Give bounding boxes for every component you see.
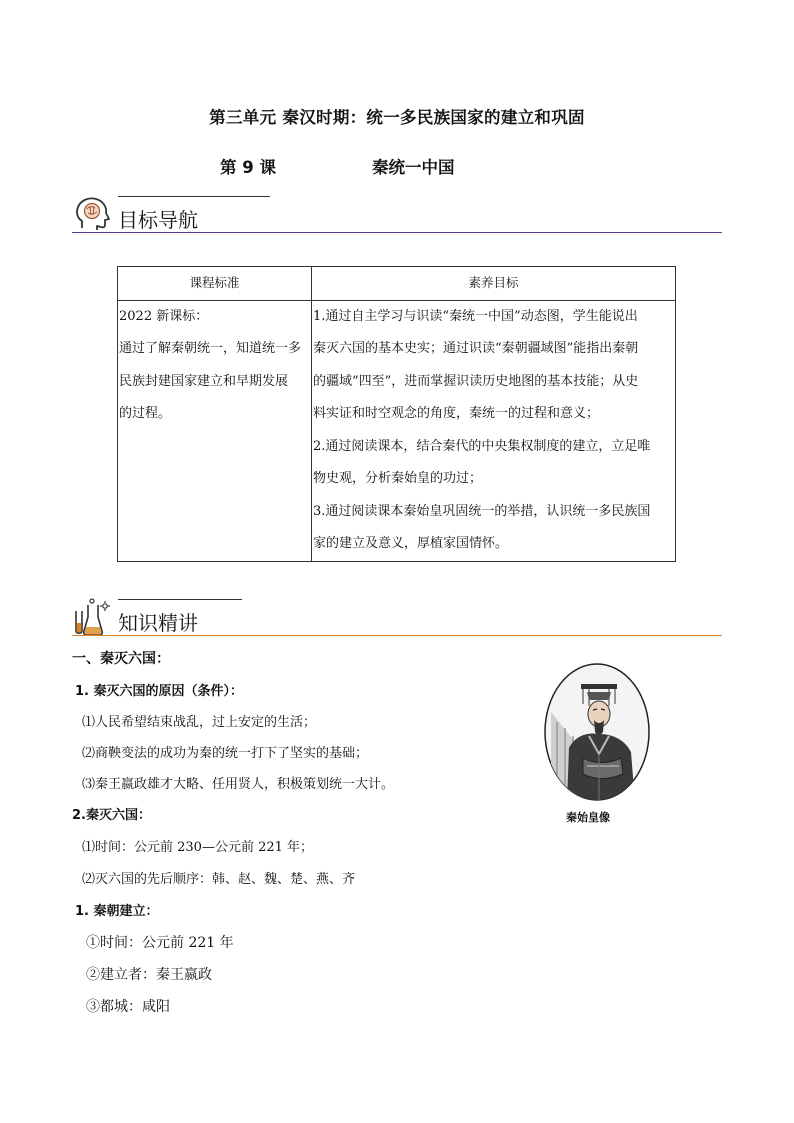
list-item: ⑴人民希望结束战乱，过上安定的生活； — [82, 715, 317, 730]
brain-head-icon — [72, 194, 112, 234]
curriculum-table — [117, 266, 676, 562]
table-row — [118, 300, 676, 561]
table-header-row — [118, 267, 676, 301]
list-item: ⑵灭六国的先后顺序：韩、赵、魏、楚、燕、齐 — [82, 872, 356, 887]
goal-line: 料实证和时空观念的角度，秦统一的过程和意义； — [313, 406, 600, 421]
goal-line: 物史观，分析秦始皇的功过； — [313, 471, 483, 486]
portrait-caption: 秦始皇像 — [566, 811, 610, 824]
section-goals-title: 目标导航 — [118, 208, 198, 232]
sub-heading-founding: 1. 秦朝建立： — [75, 904, 159, 919]
table-header-goals: 素养目标 — [312, 267, 676, 301]
section-knowledge-header — [72, 597, 722, 641]
goal-line: 秦灭六国的基本史实；通过识读“秦朝疆域图”能指出秦朝 — [313, 341, 639, 356]
sub-heading-conquest: 2.秦灭六国： — [72, 808, 151, 823]
list-item: ⑶秦王嬴政雄才大略、任用贤人，积极策划统一大计。 — [82, 777, 395, 792]
goal-line: 1.通过自主学习与识读“秦统一中国”动态图，学生能说出 — [313, 308, 638, 324]
section-knowledge-topline — [118, 599, 242, 600]
section-knowledge-divider — [72, 635, 722, 636]
section-goals-topline — [118, 196, 270, 197]
qin-shi-huang-portrait — [543, 662, 651, 802]
flask-icon — [72, 597, 112, 637]
list-item: ⑴时间：公元前 230—公元前 221 年； — [82, 840, 314, 855]
standard-cell — [118, 300, 312, 561]
sub-heading-reasons: 1. 秦灭六国的原因（条件）： — [75, 684, 244, 699]
section-knowledge-title: 知识精讲 — [118, 611, 198, 635]
list-item: ②建立者：秦王嬴政 — [86, 967, 212, 983]
list-item: ③都城：咸阳 — [86, 999, 170, 1015]
standard-line: 的过程。 — [119, 406, 172, 421]
heading-qin-conquest: 一、秦灭六国： — [72, 651, 170, 667]
lesson-title: 秦统一中国 — [372, 158, 455, 177]
goal-line: 家的建立及意义，厚植家国情怀。 — [313, 536, 509, 551]
list-item: ①时间：公元前 221 年 — [86, 935, 234, 951]
list-item: ⑵商鞅变法的成功为秦的统一打下了坚实的基础； — [82, 746, 369, 761]
standard-line: 2022 新课标： — [119, 308, 209, 324]
goal-line: 3.通过阅读课本秦始皇巩固统一的举措，认识统一多民族国 — [313, 503, 651, 519]
standard-line: 通过了解秦朝统一，知道统一多 — [119, 341, 302, 356]
section-goals-divider — [72, 232, 722, 233]
goals-cell — [312, 300, 676, 561]
lesson-number: 第 9 课 — [220, 158, 276, 177]
unit-title: 第三单元 秦汉时期：统一多民族国家的建立和巩固 — [209, 108, 585, 127]
standard-line: 民族封建国家建立和早期发展 — [119, 373, 289, 389]
goal-line: 2.通过阅读课本，结合秦代的中央集权制度的建立，立足唯 — [313, 438, 651, 454]
section-goals-header — [72, 194, 722, 238]
table-header-standard: 课程标准 — [118, 267, 312, 301]
goal-line: 的疆域“四至”，进而掌握识读历史地图的基本技能；从史 — [313, 373, 639, 389]
